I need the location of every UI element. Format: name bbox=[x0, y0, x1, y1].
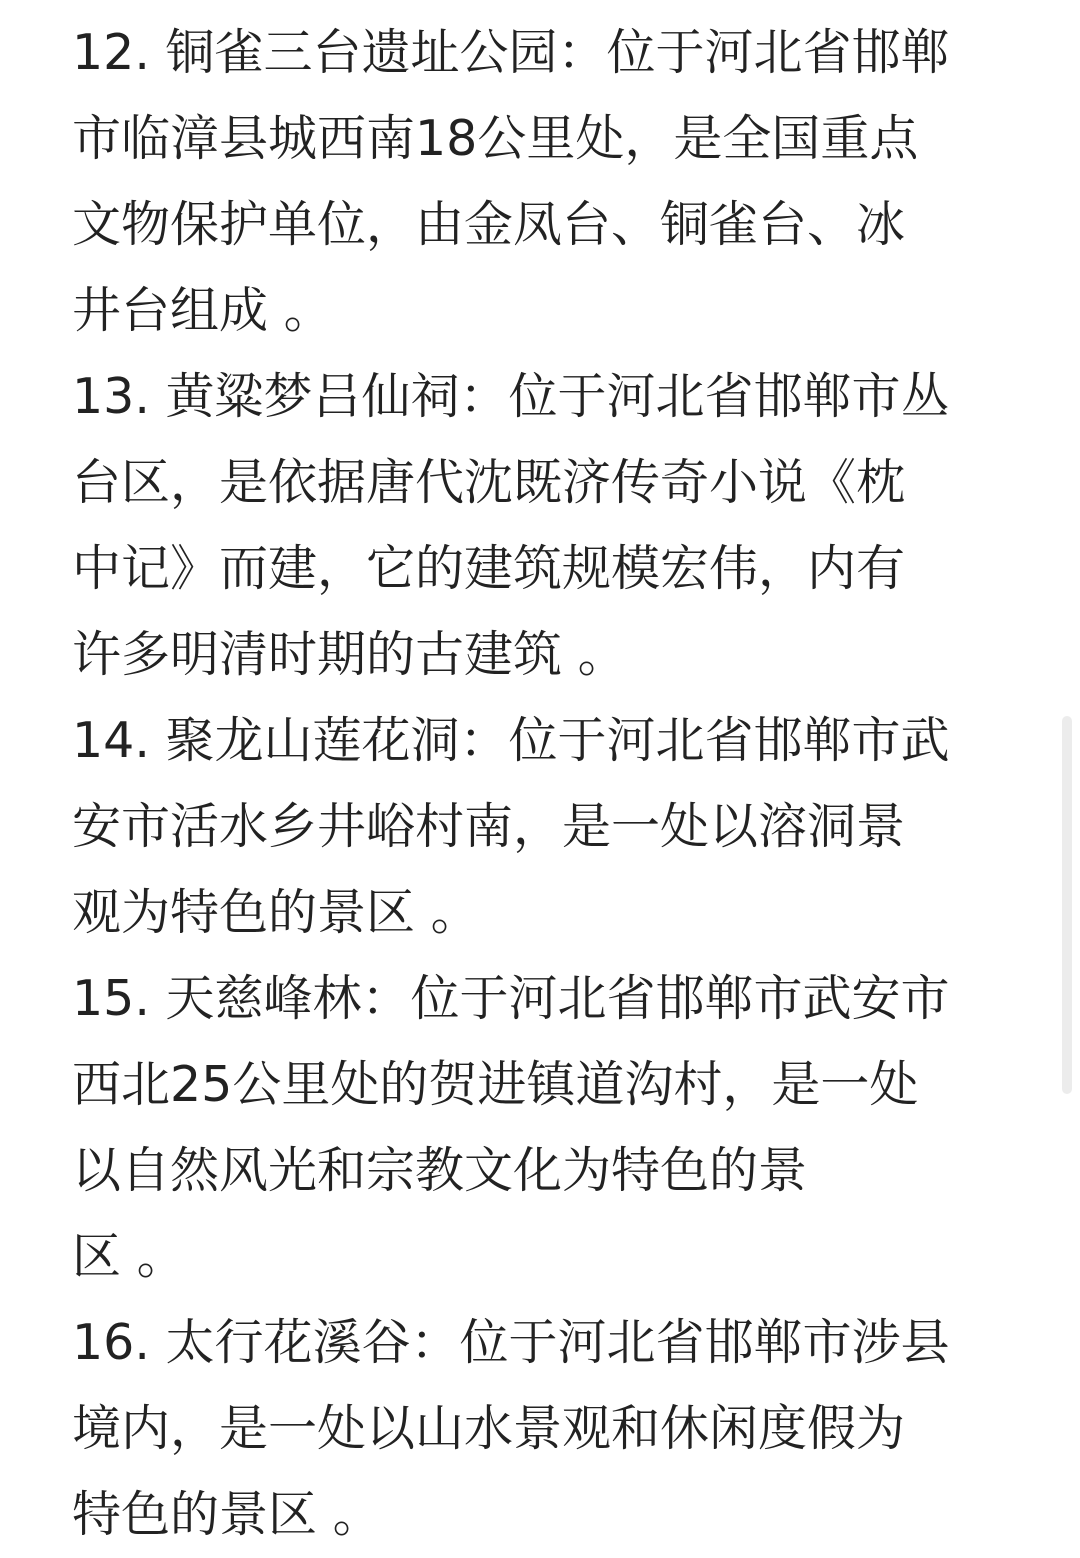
item-13-line-4: 许多明清时期的古建筑 。 bbox=[72, 626, 627, 683]
item-12-line-1: 12. 铜雀三台遗址公园：位于河北省邯郸 bbox=[72, 24, 950, 81]
item-15-line-4: 区 。 bbox=[72, 1228, 186, 1285]
item-13-line-1: 13. 黄粱梦吕仙祠：位于河北省邯郸市丛 bbox=[72, 368, 950, 425]
item-13-line-2: 台区，是依据唐代沈既济传奇小说《枕 bbox=[72, 454, 906, 511]
item-14-line-3: 观为特色的景区 。 bbox=[72, 884, 480, 941]
item-16-line-1: 16. 太行花溪谷：位于河北省邯郸市涉县 bbox=[72, 1314, 950, 1371]
item-12-line-3: 文物保护单位，由金凤台、铜雀台、冰 bbox=[72, 196, 906, 253]
item-13-line-3: 中记》而建，它的建筑规模宏伟，内有 bbox=[72, 540, 906, 597]
item-15-line-2: 西北25公里处的贺进镇道沟村，是一处 bbox=[72, 1056, 919, 1113]
scrollbar-thumb[interactable] bbox=[1062, 716, 1072, 1094]
item-14-line-2: 安市活水乡井峪村南，是一处以溶洞景 bbox=[72, 798, 906, 855]
item-14-line-1: 14. 聚龙山莲花洞：位于河北省邯郸市武 bbox=[72, 712, 950, 769]
item-12-line-2: 市临漳县城西南18公里处，是全国重点 bbox=[72, 110, 919, 167]
item-12-line-4: 井台组成 。 bbox=[72, 282, 333, 339]
item-15-line-3: 以自然风光和宗教文化为特色的景 bbox=[72, 1142, 808, 1199]
article-body bbox=[72, 10, 1022, 1558]
item-15-line-1: 15. 天慈峰林：位于河北省邯郸市武安市 bbox=[72, 970, 950, 1027]
item-16-line-3: 特色的景区 。 bbox=[72, 1486, 382, 1543]
item-16-line-2: 境内，是一处以山水景观和休闲度假为 bbox=[72, 1400, 906, 1457]
